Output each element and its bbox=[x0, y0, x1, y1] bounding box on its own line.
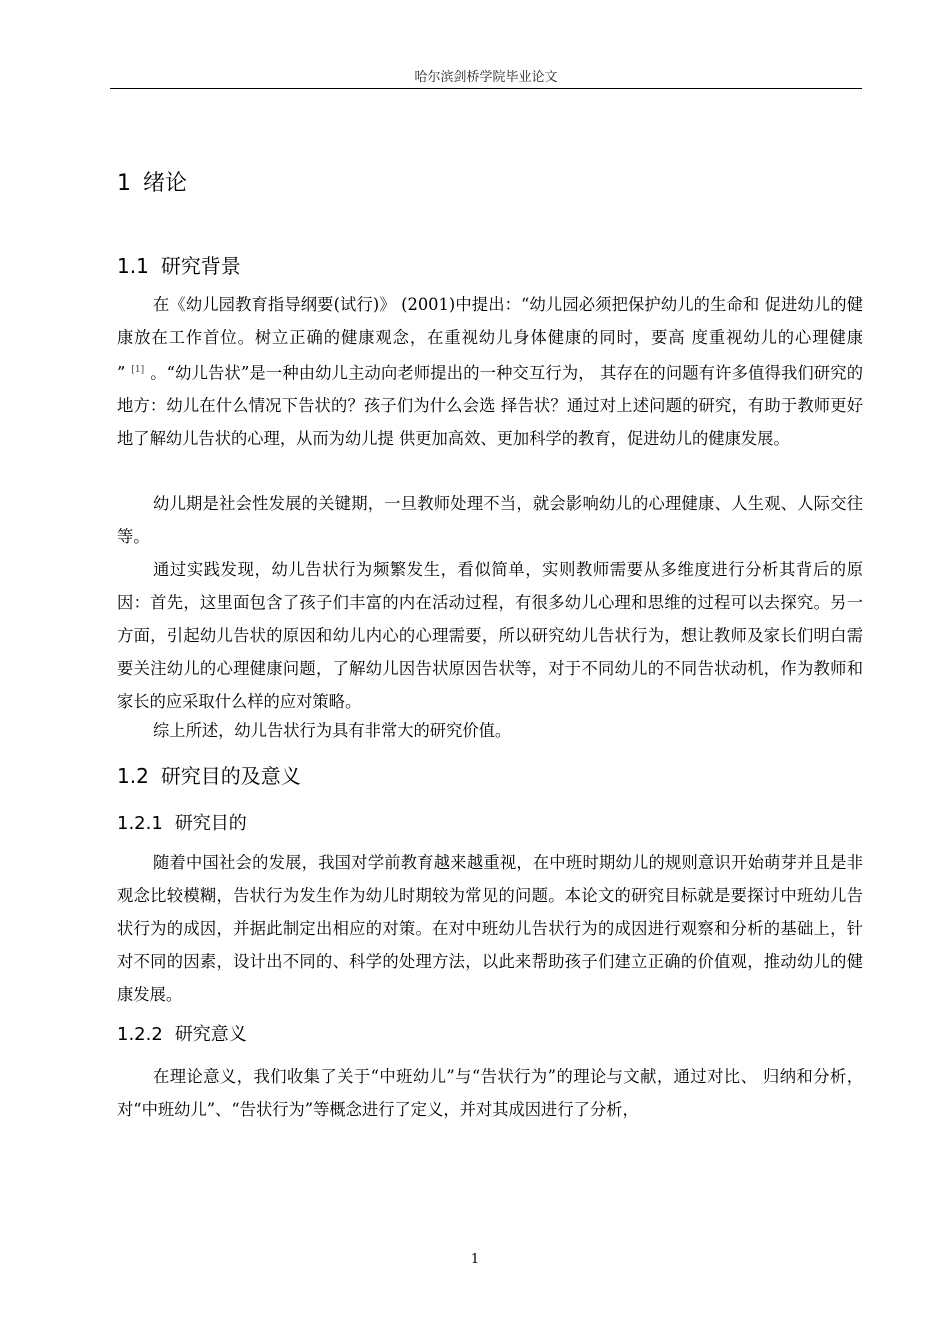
running-header: 哈尔滨剑桥学院毕业论文 bbox=[414, 70, 558, 85]
paragraph-significance: 在理论意义，我们收集了关于“中班幼儿”与“告状行为”的理论与文献，通过对比、 归纳和分析，对“中班幼儿”、“告状行为”等概念进行了定义，并对其成因进行了分析， bbox=[117, 1067, 863, 1119]
chapter-heading bbox=[117, 166, 187, 197]
chapter-number: 1 bbox=[117, 171, 131, 196]
section-heading-1-2 bbox=[117, 760, 301, 789]
section-number: 1.1 bbox=[117, 254, 149, 278]
section-title: 研究背景 bbox=[160, 254, 241, 278]
paragraph-text: 在《幼儿园教育指导纲要(试行)》 (2001)中提出：“幼儿园必须把保护幼儿的生命和 促进幼儿的健康放在工作首位。树立正确的健康观念，在重视幼儿身体健康的同时，要高 度重视幼儿的心理健康 ” bbox=[117, 295, 863, 383]
paragraph-purpose: 随着中国社会的发展，我国对学前教育越来越重视，在中班时期幼儿的规则意识开始萌芽并且是非观念比较模糊，告状行为发生作为幼儿时期较为常见的问题。本论文的研究目标就是要探讨中班幼儿告状行为的成因，并据此制定出相应的对策。在对中班幼儿告状行为的成因进行观察和分析的基础上，针对不同的因素，设计出不同的、科学的处理方法，以此来帮助孩子们建立正确的价值观，推动幼儿的健康发展。 bbox=[117, 853, 863, 1004]
subsection-title: 研究意义 bbox=[174, 1024, 247, 1045]
section-number: 1.2 bbox=[117, 764, 149, 788]
page-number: 1 bbox=[470, 1252, 480, 1267]
section-title: 研究目的及意义 bbox=[160, 764, 301, 788]
subsection-number: 1.2.1 bbox=[117, 813, 163, 834]
subsection-number: 1.2.2 bbox=[117, 1024, 163, 1045]
paragraph-background-4: 综上所述，幼儿告状行为具有非常大的研究价值。 bbox=[153, 721, 512, 740]
paragraph-background-2: 幼儿期是社会性发展的关键期，一旦教师处理不当，就会影响幼儿的心理健康、人生观、人际交往等。 bbox=[117, 494, 863, 546]
subsection-heading-1-2-1 bbox=[117, 809, 247, 835]
header-rule bbox=[110, 88, 862, 89]
subsection-heading-1-2-2 bbox=[117, 1020, 247, 1046]
subsection-title: 研究目的 bbox=[174, 813, 247, 834]
paragraph-text: 。“幼儿告状”是一种由幼儿主动向老师提出的一种交互行为， 其存在的问题有许多值得我们研究的地方：幼儿在什么情况下告状的？孩子们为什么会选 择告状？通过对上述问题的研究，有助于教师更好地了解幼儿告状的心理，从而为幼儿提 供更加高效、更加科学的教育，促进幼儿的健康发展。 bbox=[117, 363, 863, 449]
section-heading-1-1 bbox=[117, 250, 241, 279]
citation-marker: [1] bbox=[131, 365, 145, 375]
paragraph-background-3: 通过实践发现，幼儿告状行为频繁发生，看似简单，实则教师需要从多维度进行分析其背后的原因：首先，这里面包含了孩子们丰富的内在活动过程，有很多幼儿心理和思维的过程可以去探究。另一方面，引起幼儿告状的原因和幼儿内心的心理需要，所以研究幼儿告状行为，想让教师及家长们明白需要关注幼儿的心理健康问题，了解幼儿因告状原因告状等，对于不同幼儿的不同告状动机，作为教师和家长的应采取什么样的应对策略。 bbox=[117, 560, 863, 711]
paragraph-background-1 bbox=[117, 288, 863, 455]
chapter-title: 绪论 bbox=[143, 171, 188, 196]
